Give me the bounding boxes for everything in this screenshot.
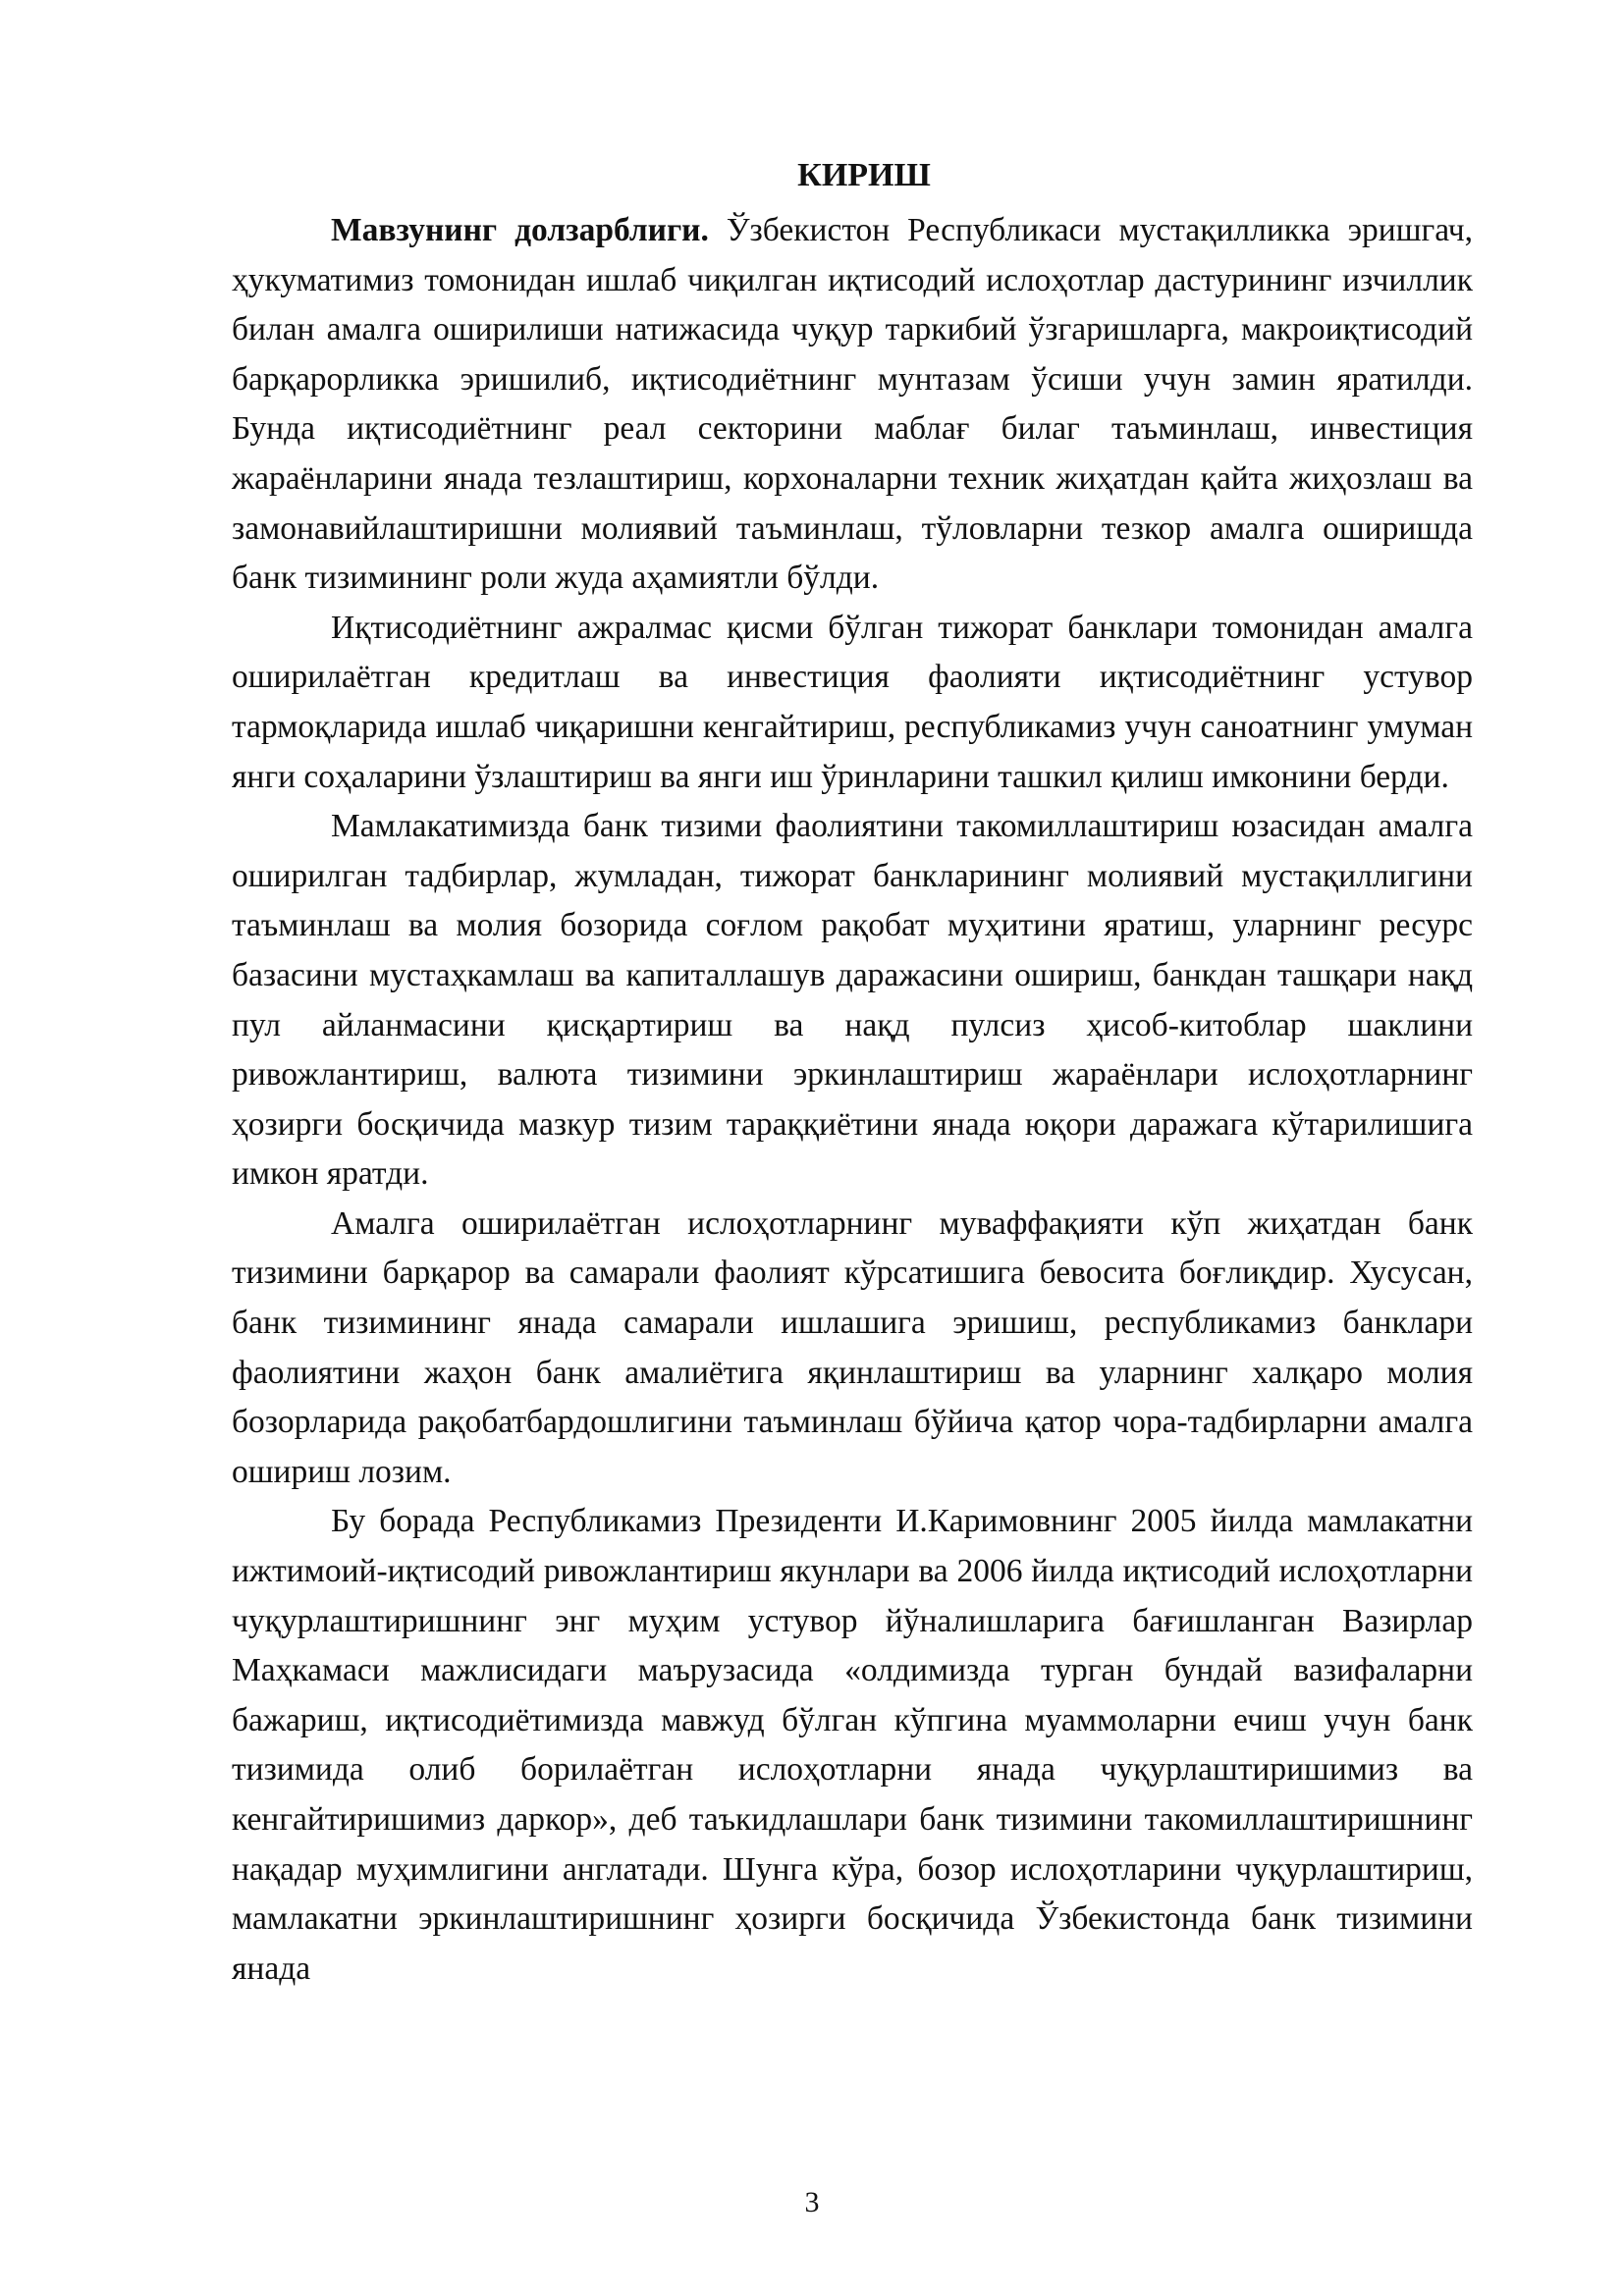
paragraph-text: Ўзбекистон Республикаси мустақилликка эришгач, ҳукуматимиз томонидан ишлаб чиқилган иқтисодий ислоҳотлар дастурининг изчиллик билан амалга оширилиши натижасида чуқур таркибий ўзгаришларга, макроиқтисодий барқарорликка эришилиб, иқтисодиётнинг мунтазам ўсиши учун замин яратилди. Бунда иқтисодиётнинг реал секторини маблағ билаг таъминлаш, инвестиция жараёнларини янада тезлаштириш, корхоналарни техник жиҳатдан қайта жиҳозлаш ва замонавийлаштиришни молиявий таъминлаш, тўловларни тезкор амалга оширишда банк тизимининг роли жуда аҳамиятли бўлди. (232, 212, 1473, 597)
paragraph-lead: Мавзунинг долзарблиги. (331, 212, 709, 248)
paragraph-banking-reforms: Мамлакатимизда банк тизими фаолиятини такомиллаштириш юзасидан амалга оширилган тадбирлар, жумладан, тижорат банкларининг молиявий мустақиллигини таъминлаш ва молия бозорида соғлом рақобат муҳитини яратиш, уларнинг ресурс базасини мустаҳкамлаш ва капиталлашув даражасини ошириш, банкдан ташқари нақд пул айланмасини қисқартириш ва нақд пулсиз ҳисоб-китоблар шаклини ривожлантириш, валюта тизимини эркинлаштириш жараёнлари ислоҳотларнинг ҳозирги босқичида мазкур тизим тараққиётини янада юқори даражага кўтарилишига имкон яратди. (232, 808, 1473, 1193)
paragraph-president-quote: Бу борада Республикамиз Президенти И.Каримовнинг 2005 йилда мамлакатни ижтимоий-иқтисодий ривожлантириш якунлари ва 2006 йилда иқтисодий ислоҳотларни чуқурлаштиришнинг энг муҳим устувор йўналишларига бағишланган Вазирлар Маҳкамаси мажлисидаги маърузасида «олдимизда турган бундай вазифаларни бажариш, иқтисодиётимизда мавжуд бўлган кўпгина муаммоларни ечиш учун банк тизимида олиб борилаётган ислоҳотларни янада чуқурлаштиришимиз ва кенгайтиришимиз даркор», деб таъкидлашлари банк тизимини такомиллаштиришнинг нақадар муҳимлигини англатади. Шунга кўра, бозор ислоҳотларини чуқурлаштириш, мамлакатни эркинлаштиришнинг ҳозирги босқичида Ўзбекистонда банк тизимини янада (232, 1503, 1473, 1987)
section-heading: КИРИШ (797, 157, 931, 193)
paragraph-relevance (232, 206, 1473, 604)
page-number: 3 (804, 2186, 820, 2218)
paragraph-reform-success: Амалга оширилаётган ислоҳотларнинг муваффақияти кўп жиҳатдан банк тизимини барқарор ва самарали фаолият кўрсатишига бевосита боғлиқдир. Хусусан, банк тизимининг янада самарали ишлашига эришиш, республикамиз банклари фаолиятини жаҳон банк амалиётига яқинлаштириш ва уларнинг халқаро молия бозорларида рақобатбардошлигини таъминлаш бўйича қатор чора-тадбирларни амалга ошириш лозим. (232, 1204, 1473, 1490)
paragraph-commercial-banks: Иқтисодиётнинг ажралмас қисми бўлган тижорат банклари томонидан амалга оширилаётган кредитлаш ва инвестиция фаолияти иқтисодиётнинг устувор тармоқларида ишлаб чиқаришни кенгайтириш, республикамиз учун саноатнинг умуман янги соҳаларини ўзлаштириш ва янги иш ўринларини ташкил қилиш имконини берди. (232, 609, 1473, 795)
document-page (232, 147, 1473, 1994)
